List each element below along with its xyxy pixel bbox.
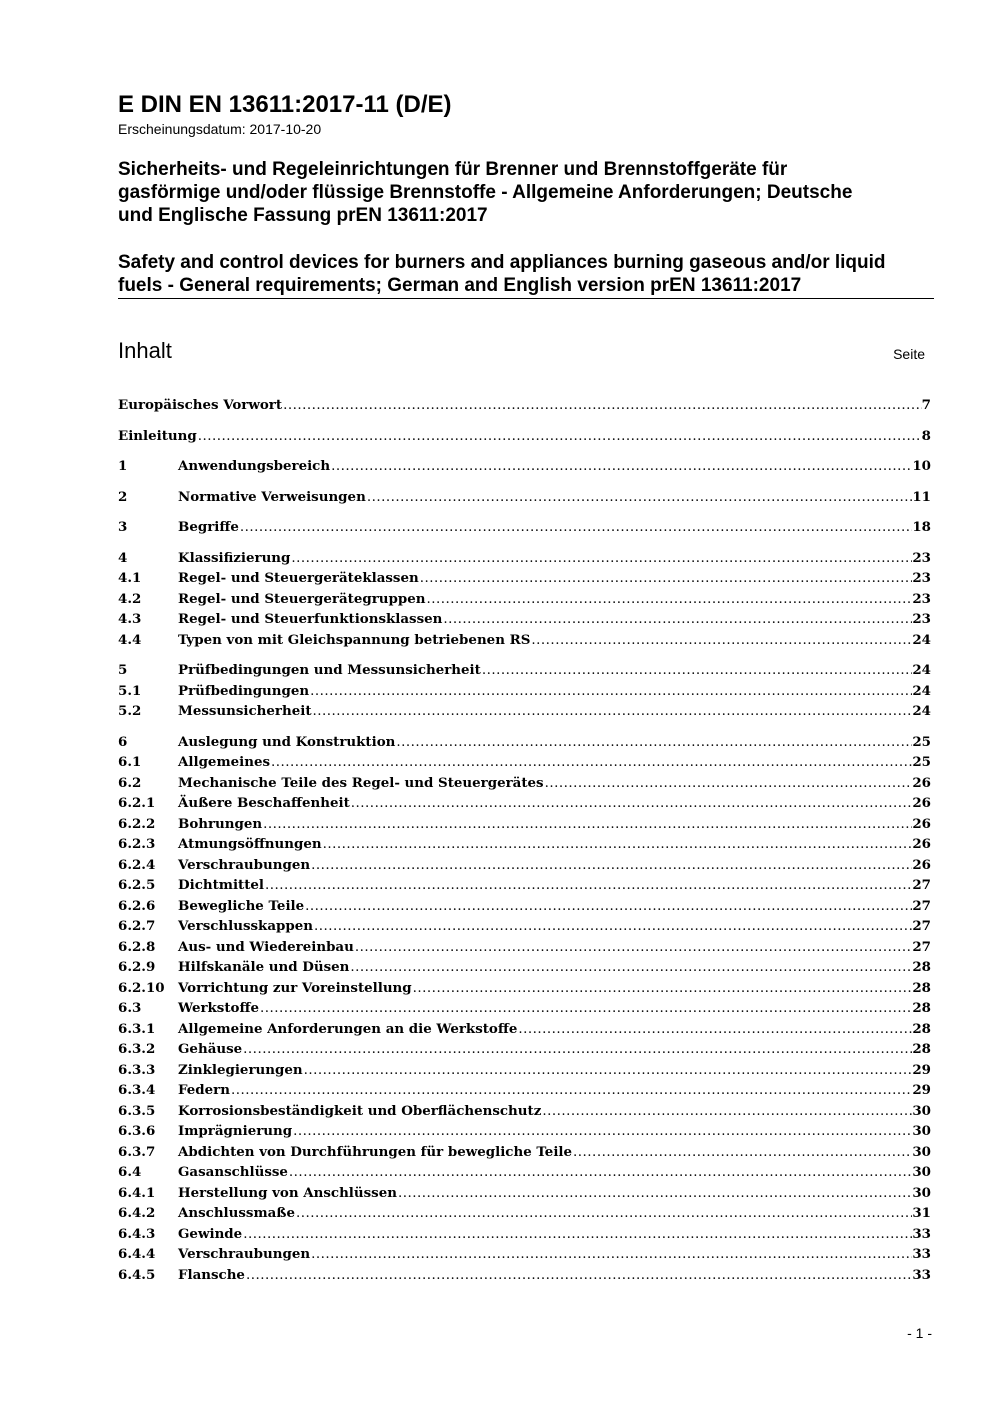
document-id: E DIN EN 13611:2017-11 (D/E) <box>118 91 452 118</box>
toc-entry-title: Prüfbedingungen <box>178 682 310 699</box>
toc-dot-leader <box>311 856 912 877</box>
toc-entry-page: 30 <box>912 1164 931 1180</box>
table-of-contents <box>118 395 931 1285</box>
toc-dot-leader <box>198 427 922 448</box>
toc-entry-title: Allgemeines <box>178 754 271 770</box>
title-german-line: und Englische Fassung prEN 13611:2017 <box>118 205 488 226</box>
toc-dot-leader <box>443 610 912 631</box>
toc-entry-title: Korrosionsbeständigkeit und Oberflächenschutz <box>178 1102 542 1119</box>
toc-dot-leader <box>573 1143 912 1164</box>
toc-entry-page: 28 <box>912 1000 931 1016</box>
toc-entry[interactable] <box>118 773 931 794</box>
toc-entry-title: Messunsicherheit <box>178 703 312 719</box>
toc-entry-number: 6.3.2 <box>118 1041 156 1057</box>
toc-entry[interactable] <box>118 793 931 814</box>
toc-dot-leader <box>426 590 912 611</box>
toc-dot-leader <box>291 549 912 570</box>
toc-entry-title: Gewinde <box>178 1225 243 1242</box>
toc-dot-leader <box>283 396 922 417</box>
toc-dot-leader <box>420 569 913 590</box>
toc-dot-leader <box>296 1204 912 1225</box>
toc-entry-page: 27 <box>912 877 931 893</box>
toc-entry-number: 6.1 <box>118 754 142 770</box>
title-german <box>118 158 933 227</box>
toc-entry-page: 7 <box>921 397 931 413</box>
title-german-line: Sicherheits- und Regeleinrichtungen für Brenner und Brennstoffgeräte für <box>118 159 788 180</box>
toc-entry-title: Zinklegierungen <box>178 1061 303 1078</box>
toc-entry-number: 6.4.4 <box>118 1246 156 1262</box>
toc-dot-leader <box>293 1122 912 1143</box>
toc-entry-number: 6.2.3 <box>118 836 156 852</box>
toc-entry-page: 24 <box>912 631 931 648</box>
toc-dot-leader <box>396 733 912 754</box>
toc-entry[interactable] <box>118 609 931 630</box>
toc-entry-number: 3 <box>118 519 128 535</box>
toc-entry-number: 2 <box>118 488 128 505</box>
toc-entry-title: Federn <box>178 1082 230 1098</box>
toc-entry-page: 30 <box>912 1102 931 1119</box>
toc-entry-page: 31 <box>912 1205 931 1221</box>
toc-entry-title: Mechanische Teile des Regel- und Steuergerätes <box>178 774 544 791</box>
toc-entry-page: 10 <box>912 458 931 474</box>
toc-entry-number: 6.3.5 <box>118 1102 156 1119</box>
toc-entry[interactable] <box>118 1060 931 1081</box>
toc-entry-page: 11 <box>912 488 931 505</box>
toc-entry-page: 33 <box>912 1266 931 1283</box>
toc-entry[interactable] <box>118 701 931 722</box>
toc-entry-page: 23 <box>912 590 931 607</box>
toc-entry[interactable] <box>118 937 931 958</box>
toc-entry-page: 24 <box>912 703 931 719</box>
toc-entry[interactable] <box>118 487 931 508</box>
toc-entry[interactable] <box>118 568 931 589</box>
toc-entry[interactable] <box>118 1244 931 1265</box>
toc-entry-page: 8 <box>921 427 931 444</box>
toc-entry-page: 33 <box>912 1225 931 1242</box>
toc-entry[interactable] <box>118 814 931 835</box>
toc-entry[interactable] <box>118 1162 931 1183</box>
toc-entry-number: 6.4.5 <box>118 1266 156 1283</box>
toc-entry-page: 28 <box>912 1020 931 1037</box>
toc-entry-number: 6.2.9 <box>118 959 156 975</box>
toc-entry-title: Anschlussmaße <box>178 1205 295 1221</box>
toc-entry-number: 6.2.7 <box>118 918 156 934</box>
toc-dot-leader <box>413 979 913 1000</box>
title-english-line: fuels - General requirements; German and English version prEN 13611:2017 <box>118 275 802 296</box>
toc-entry-title: Werkstoffe <box>178 1000 259 1016</box>
toc-entry[interactable] <box>118 681 931 702</box>
toc-entry[interactable] <box>118 916 931 937</box>
toc-entry-page: 30 <box>912 1123 931 1139</box>
toc-entry-number: 6.3.3 <box>118 1061 156 1078</box>
toc-entry-title: Verschraubungen <box>178 856 311 873</box>
toc-entry-title: Äußere Beschaffenheit <box>178 795 350 811</box>
toc-entry-title: Flansche <box>178 1266 245 1283</box>
toc-entry-title: Hilfskanäle und Düsen <box>178 959 350 975</box>
toc-entry-number: 4.3 <box>118 611 142 627</box>
toc-entry-page: 25 <box>912 733 931 750</box>
toc-entry-page: 24 <box>912 682 931 699</box>
toc-entry-number: 6.3.7 <box>118 1143 156 1160</box>
toc-entry[interactable] <box>118 957 931 978</box>
toc-entry-page: 28 <box>912 979 931 996</box>
toc-entry-number: 6.3.1 <box>118 1020 156 1037</box>
toc-entry-number: 6.2.2 <box>118 815 156 832</box>
toc-page-label: Seite <box>893 346 925 362</box>
toc-entry[interactable] <box>118 855 931 876</box>
toc-entry-title: Verschraubungen <box>178 1246 311 1262</box>
toc-entry-title: Begriffe <box>178 519 239 535</box>
toc-entry-page: 26 <box>912 795 931 811</box>
title-english-line: Safety and control devices for burners and appliances burning gaseous and/or liquid <box>118 252 886 273</box>
toc-entry-number: 6.3.6 <box>118 1123 156 1139</box>
toc-dot-leader <box>231 1081 912 1102</box>
toc-entry[interactable] <box>118 1080 931 1101</box>
toc-dot-leader <box>398 1184 912 1205</box>
toc-entry-number: 6.2.10 <box>118 979 165 996</box>
toc-entry[interactable] <box>118 395 931 416</box>
toc-entry-number: 6.3.4 <box>118 1082 156 1098</box>
toc-entry-title: Klassifizierung <box>178 549 291 566</box>
toc-dot-leader <box>289 1163 912 1184</box>
toc-dot-leader <box>545 774 913 795</box>
toc-entry-number: 6 <box>118 733 128 750</box>
toc-entry-title: Dichtmittel <box>178 877 265 893</box>
toc-entry[interactable] <box>118 1265 931 1286</box>
toc-entry-title: Atmungsöffnungen <box>178 836 322 852</box>
toc-entry-title: Imprägnierung <box>178 1123 293 1139</box>
toc-entry-number: 1 <box>118 458 128 474</box>
toc-entry[interactable] <box>118 517 931 538</box>
toc-entry-title: Allgemeine Anforderungen an die Werkstoffe <box>178 1020 518 1037</box>
toc-dot-leader <box>331 457 912 478</box>
toc-entry-number: 6.3 <box>118 1000 142 1016</box>
toc-entry-title: Abdichten von Durchführungen für bewegliche Teile <box>178 1143 573 1160</box>
toc-entry-number: 6.4.2 <box>118 1205 156 1221</box>
toc-dot-leader <box>351 794 913 815</box>
toc-entry-title: Herstellung von Anschlüssen <box>178 1184 397 1201</box>
toc-entry-title: Aus- und Wiedereinbau <box>178 938 354 955</box>
toc-entry-page: 27 <box>912 938 931 955</box>
toc-dot-leader <box>350 958 912 979</box>
toc-entry-title: Vorrichtung zur Voreinstellung <box>178 979 412 996</box>
toc-dot-leader <box>518 1020 912 1041</box>
toc-entry-number: 4 <box>118 549 128 566</box>
toc-entry-number: 5 <box>118 662 128 678</box>
toc-entry[interactable] <box>118 752 931 773</box>
toc-dot-leader <box>355 938 913 959</box>
toc-entry-title: Regel- und Steuergeräteklassen <box>178 570 419 586</box>
toc-entry-page: 26 <box>912 836 931 852</box>
toc-entry-title: Einleitung <box>118 427 197 444</box>
toc-entry[interactable] <box>118 548 931 569</box>
toc-entry-title: Verschlusskappen <box>178 918 313 934</box>
toc-dot-leader <box>323 835 913 856</box>
toc-entry-number: 5.2 <box>118 703 142 719</box>
toc-entry-title: Normative Verweisungen <box>178 488 366 505</box>
toc-entry[interactable] <box>118 732 931 753</box>
toc-entry-number: 4.1 <box>118 570 142 586</box>
toc-entry-number: 6.4.1 <box>118 1184 156 1201</box>
toc-entry[interactable] <box>118 875 931 896</box>
toc-dot-leader <box>311 1245 912 1266</box>
toc-dot-leader <box>246 1266 912 1287</box>
toc-entry-title: Typen von mit Gleichspannung betriebenen RS <box>178 631 531 648</box>
toc-entry-page: 28 <box>912 1041 931 1057</box>
toc-entry[interactable] <box>118 998 931 1019</box>
toc-entry-number: 4.2 <box>118 590 142 607</box>
toc-entry-number: 6.4 <box>118 1164 142 1180</box>
toc-entry[interactable] <box>118 1101 931 1122</box>
toc-entry[interactable] <box>118 1183 931 1204</box>
toc-entry-page: 26 <box>912 856 931 873</box>
toc-entry-page: 26 <box>912 774 931 791</box>
toc-entry-page: 29 <box>912 1061 931 1078</box>
toc-dot-leader <box>482 661 913 682</box>
toc-entry-number: 6.2.1 <box>118 795 156 811</box>
toc-entry-page: 18 <box>912 519 931 535</box>
toc-entry-title: Bohrungen <box>178 815 263 832</box>
toc-entry-page: 26 <box>912 815 931 832</box>
title-german-line: gasförmige und/oder flüssige Brennstoffe - Allgemeine Anforderungen; Deutsche <box>118 182 853 203</box>
toc-entry-number: 6.2.5 <box>118 877 156 893</box>
toc-entry-title: Gasanschlüsse <box>178 1164 288 1180</box>
toc-entry[interactable] <box>118 660 931 681</box>
toc-entry[interactable] <box>118 426 931 447</box>
toc-entry-page: 23 <box>912 611 931 627</box>
toc-entry[interactable] <box>118 1224 931 1245</box>
toc-dot-leader <box>367 488 913 509</box>
toc-entry[interactable] <box>118 1203 931 1224</box>
toc-entry[interactable] <box>118 834 931 855</box>
toc-entry-page: 27 <box>912 897 931 914</box>
toc-entry-number: 6.2.4 <box>118 856 156 873</box>
toc-entry[interactable] <box>118 589 931 610</box>
toc-dot-leader <box>313 702 913 723</box>
toc-dot-leader <box>531 631 912 652</box>
toc-entry-page: 23 <box>912 570 931 586</box>
toc-heading: Inhalt <box>118 338 172 363</box>
toc-entry-title: Auslegung und Konstruktion <box>178 733 396 750</box>
page-number: - 1 - <box>907 1325 932 1341</box>
toc-entry-number: 6.2.6 <box>118 897 156 914</box>
toc-entry-page: 27 <box>912 918 931 934</box>
toc-entry-page: 25 <box>912 754 931 770</box>
toc-entry-title: Regel- und Steuergerätegruppen <box>178 590 426 607</box>
toc-dot-leader <box>310 682 912 703</box>
toc-entry-title: Gehäuse <box>178 1041 243 1057</box>
toc-entry-page: 23 <box>912 549 931 566</box>
toc-entry-number: 6.2 <box>118 774 142 791</box>
toc-dot-leader <box>305 897 912 918</box>
toc-entry[interactable] <box>118 1142 931 1163</box>
toc-entry[interactable] <box>118 1019 931 1040</box>
toc-entry-number: 4.4 <box>118 631 142 648</box>
toc-entry-title: Prüfbedingungen und Messunsicherheit <box>178 662 481 678</box>
toc-dot-leader <box>265 876 912 897</box>
toc-dot-leader <box>260 999 912 1020</box>
toc-entry-page: 33 <box>912 1246 931 1262</box>
toc-dot-leader <box>263 815 912 836</box>
toc-entry-page: 30 <box>912 1184 931 1201</box>
toc-entry[interactable] <box>118 630 931 651</box>
title-english <box>118 251 933 297</box>
toc-entry-title: Bewegliche Teile <box>178 897 305 914</box>
toc-entry-number: 6.4.3 <box>118 1225 156 1242</box>
toc-entry-title: Europäisches Vorwort <box>118 397 283 413</box>
toc-entry[interactable] <box>118 1039 931 1060</box>
toc-dot-leader <box>314 917 912 938</box>
toc-dot-leader <box>304 1061 913 1082</box>
toc-entry-page: 24 <box>912 662 931 678</box>
toc-entry-page: 29 <box>912 1082 931 1098</box>
toc-dot-leader <box>542 1102 912 1123</box>
toc-entry-number: 6.2.8 <box>118 938 156 955</box>
toc-dot-leader <box>240 518 913 539</box>
toc-entry[interactable] <box>118 456 931 477</box>
toc-entry-title: Regel- und Steuerfunktionsklassen <box>178 611 443 627</box>
toc-entry[interactable] <box>118 1121 931 1142</box>
toc-entry-page: 30 <box>912 1143 931 1160</box>
toc-entry[interactable] <box>118 896 931 917</box>
toc-dot-leader <box>243 1040 912 1061</box>
publication-date: Erscheinungsdatum: 2017-10-20 <box>118 121 322 137</box>
toc-dot-leader <box>271 753 912 774</box>
toc-entry-page: 28 <box>912 959 931 975</box>
toc-entry[interactable] <box>118 978 931 999</box>
toc-entry-number: 5.1 <box>118 682 142 699</box>
toc-entry-title: Anwendungsbereich <box>178 458 331 474</box>
title-divider <box>118 298 934 299</box>
toc-dot-leader <box>243 1225 912 1246</box>
